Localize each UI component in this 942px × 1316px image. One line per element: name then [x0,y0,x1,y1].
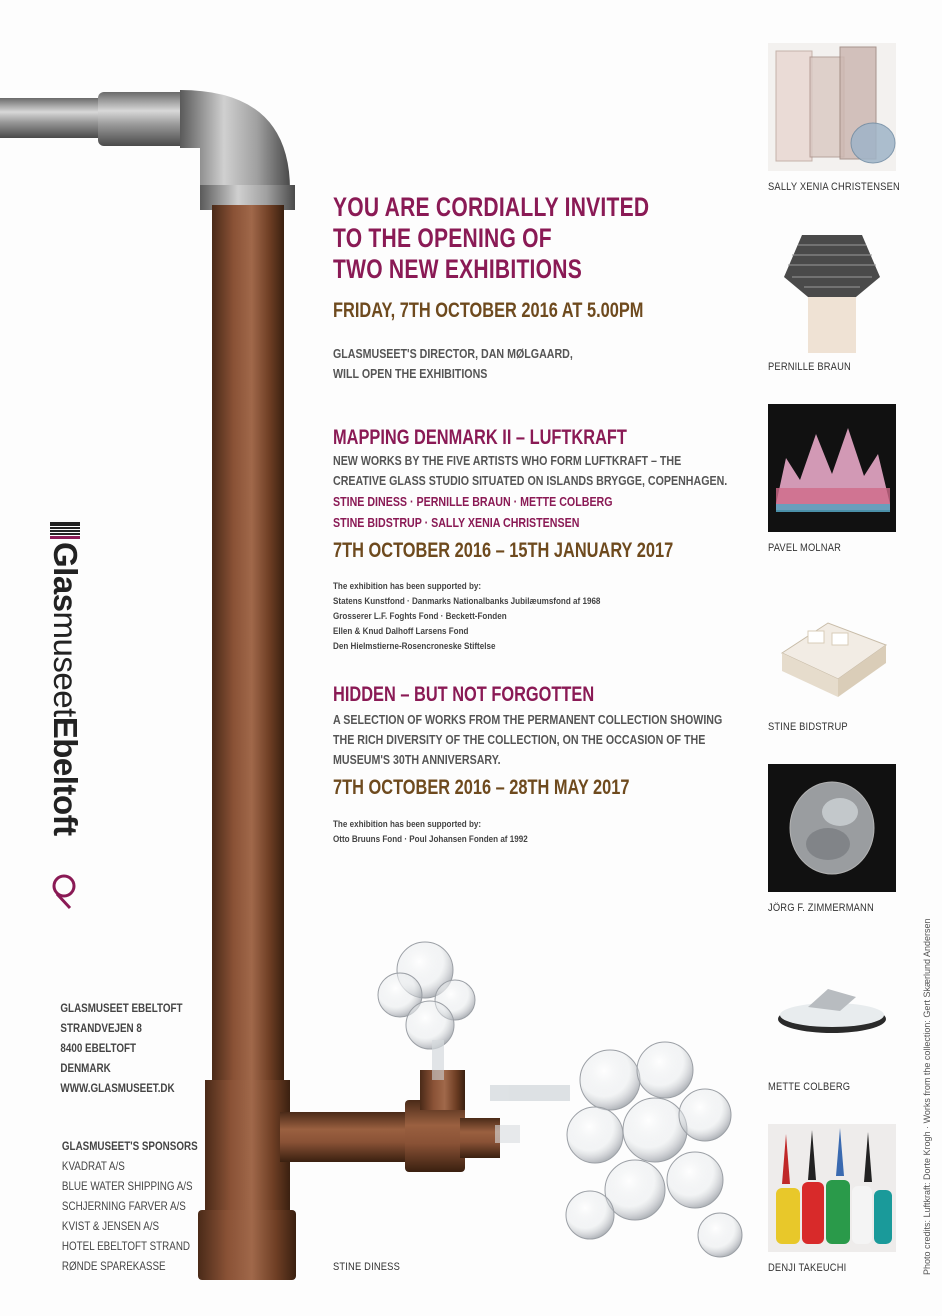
address-line: STRANDVEJEN 8 [60,1021,142,1035]
exhibition1-support-3: Ellen & Knud Dalhoff Larsens Fond [333,626,469,637]
exhibition2-desc-3: MUSEUM'S 30TH ANNIVERSARY. [333,752,501,767]
address-block [47,998,196,1098]
photo-credits: Photo credits: Luftkraft: Dorte Krogh · Works from the collection: Gert Skærlund Andersen [922,918,932,1275]
exhibition1-title: MAPPING DENMARK II – LUFTKRAFT [333,426,627,449]
logo [46,520,86,910]
logo-glas: Glas [47,542,84,612]
exhibition1-desc-1: NEW WORKS BY THE FIVE ARTISTS WHO FORM LUFTKRAFT – THE [333,453,682,468]
sponsor-item: KVADRAT A/S [61,1159,125,1173]
address-line: GLASMUSEET EBELTOFT [60,1001,183,1015]
gallery-image-4 [768,583,896,711]
invitation-heading-1: YOU ARE CORDIALLY INVITED [333,192,650,222]
magnifier-icon [48,872,84,912]
exhibition2-support-1: Otto Bruuns Fond · Poul Johansen Fonden af 1992 [333,834,528,845]
opening-date: FRIDAY, 7TH OCTOBER 2016 AT 5.00PM [333,299,644,322]
exhibition1-desc-2: CREATIVE GLASS STUDIO SITUATED ON ISLANDS BRYGGE, COPENHAGEN. [333,473,728,488]
logo-text [46,542,84,836]
address-line: 8400 EBELTOFT [60,1041,137,1055]
invitation-heading-3: TWO NEW EXHIBITIONS [333,254,582,284]
colored-bottles-image [768,1124,896,1252]
gallery-image-2 [768,225,896,353]
striped-vessel-image [768,225,896,353]
exhibition1-support-4: Den Hielmstierne-Rosencroneske Stiftelse [333,641,496,652]
sponsor-item: KVIST & JENSEN A/S [61,1219,160,1233]
glass-crown-image [768,404,896,532]
glass-vases-image [768,43,896,171]
exhibition2-desc-2: THE RICH DIVERSITY OF THE COLLECTION, ON THE OCCASION OF THE [333,732,706,747]
gallery-image-7 [768,1124,896,1252]
exhibition1-support-title: The exhibition has been supported by: [333,581,482,592]
website-link[interactable]: WWW.GLASMUSEET.DK [60,1081,175,1095]
gallery-caption-7: DENJI TAKEUCHI [768,1262,847,1274]
sponsors-block [47,1136,213,1276]
exhibition1-artists-2: STINE BIDSTRUP · SALLY XENIA CHRISTENSEN [333,515,580,530]
gallery-image-5 [768,764,896,892]
gallery-image-3 [768,404,896,532]
main-image-caption: STINE DINESS [333,1261,400,1273]
exhibition2-dates: 7TH OCTOBER 2016 – 28TH MAY 2017 [333,776,630,799]
gallery-image-1 [768,43,896,171]
sponsor-item: SCHJERNING FARVER A/S [61,1199,186,1213]
bubble-vessel-image [768,764,896,892]
exhibition1-artists-1: STINE DINESS · PERNILLE BRAUN · METTE COLBERG [333,494,613,509]
exhibition2-desc-1: A SELECTION OF WORKS FROM THE PERMANENT COLLECTION SHOWING [333,712,723,727]
gallery-caption-1: SALLY XENIA CHRISTENSEN [768,181,900,193]
logo-ebeltoft: Ebeltoft [47,716,84,836]
director-line-2: WILL OPEN THE EXHIBITIONS [333,366,488,381]
glass-bowl-image [768,945,896,1073]
sponsor-item: RØNDE SPAREKASSE [61,1259,166,1273]
exhibition2-support-title: The exhibition has been supported by: [333,819,482,830]
logo-bars-icon [50,520,82,540]
sponsors-title: GLASMUSEET'S SPONSORS [61,1139,198,1153]
director-line-1: GLASMUSEET'S DIRECTOR, DAN MØLGAARD, [333,346,573,361]
exhibition1-support-2: Grosserer L.F. Foghts Fond · Beckett-Fonden [333,611,507,622]
sponsor-item: HOTEL EBELTOFT STRAND [61,1239,191,1253]
white-block-image [768,583,896,711]
exhibition2-title: HIDDEN – BUT NOT FORGOTTEN [333,683,595,706]
sponsor-item: BLUE WATER SHIPPING A/S [61,1179,193,1193]
exhibition1-support-1: Statens Kunstfond · Danmarks Nationalbanks Jubilæumsfond af 1968 [333,596,601,607]
logo-museet: museet [47,611,84,717]
exhibition1-dates: 7TH OCTOBER 2016 – 15TH JANUARY 2017 [333,539,674,562]
gallery-caption-5: JÖRG F. ZIMMERMANN [768,902,874,914]
glass-sculpture [490,1040,750,1270]
invitation-heading-2: TO THE OPENING OF [333,223,552,253]
gallery-image-6 [768,945,896,1073]
gallery-caption-4: STINE BIDSTRUP [768,721,848,733]
gallery-caption-6: METTE COLBERG [768,1081,851,1093]
gallery-caption-3: PAVEL MOLNAR [768,542,842,554]
gallery-caption-2: PERNILLE BRAUN [768,361,851,373]
address-line: DENMARK [60,1061,111,1075]
